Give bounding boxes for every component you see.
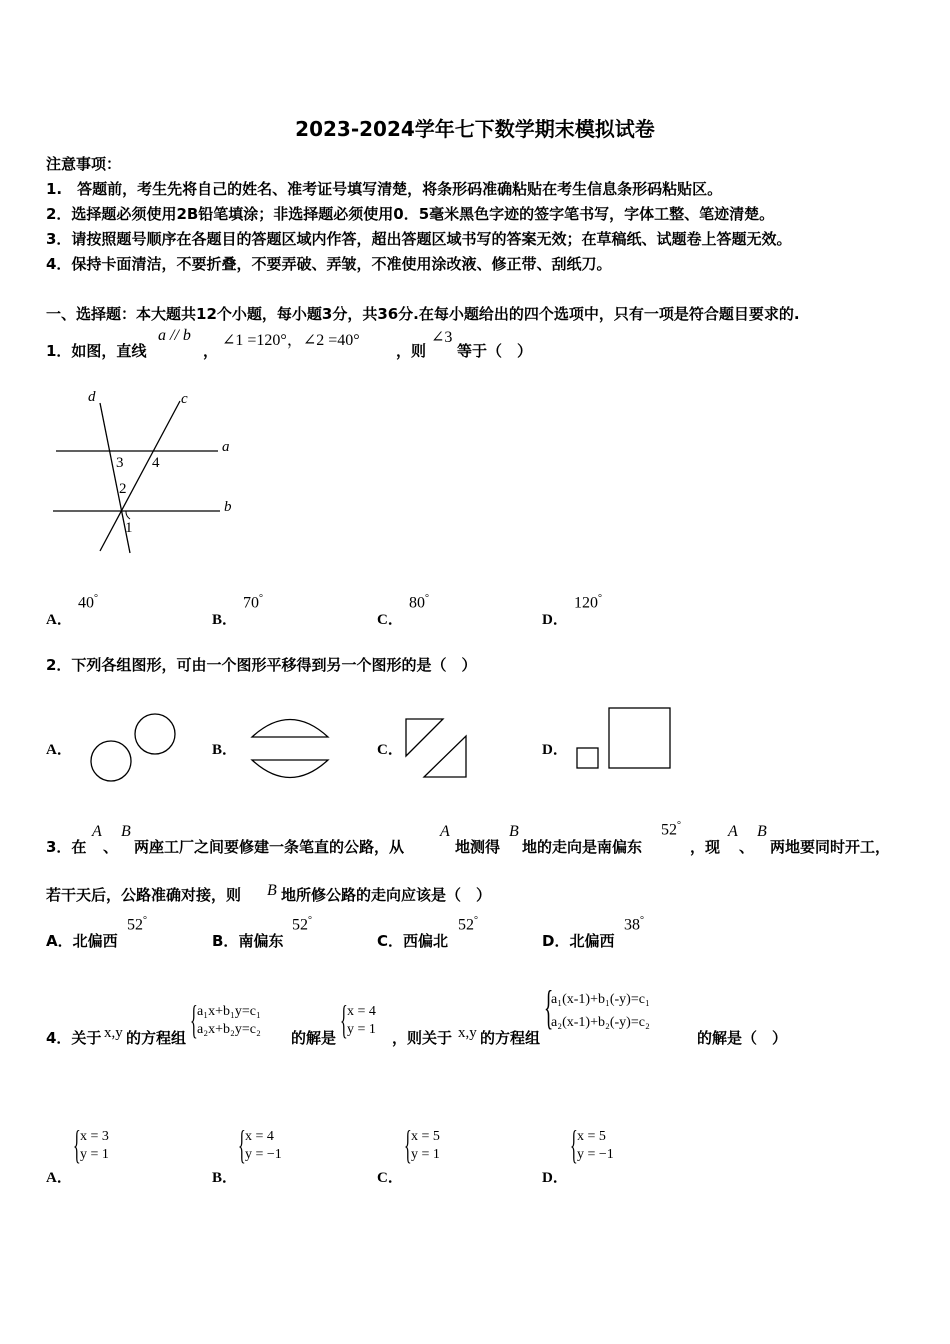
- label-4: 4: [152, 455, 160, 471]
- q4-sys1-eq1: a₁x+b₁y=c₁: [197, 1004, 261, 1019]
- q3-dun-1: 、: [103, 838, 119, 856]
- q3-point-a-3: A: [728, 823, 738, 840]
- q3-option-a: A．北偏西: [46, 932, 118, 950]
- q4-solution: [347, 1003, 376, 1039]
- q4-option-a-brace: {: [73, 1122, 81, 1167]
- q1-option-c-value: 80°: [409, 593, 429, 612]
- triangle-left: [406, 719, 443, 756]
- q4-sys1-eq2: a₂x+b₂y=c₂: [197, 1022, 261, 1037]
- circle-small-right: [135, 714, 175, 754]
- notice-item-1: 1. 答题前，考生先将自己的姓名、准考证号填写清楚，将条形码准确粘贴在考生信息条形码粘贴区。: [46, 180, 723, 198]
- q4-option-a-system: [80, 1128, 109, 1164]
- q4-p3: 的解是: [291, 1029, 337, 1047]
- label-d: d: [88, 389, 96, 405]
- q4-option-c-x: x = 5: [411, 1129, 440, 1144]
- q4-p1: 4．关于: [46, 1029, 102, 1047]
- q3-line1-b: 两座工厂之间要修建一条笔直的公路，从: [134, 838, 405, 856]
- segment-bottom: [252, 760, 328, 778]
- q4-option-c-y: y = 1: [411, 1147, 440, 1162]
- q1-option-b-letter: B．: [212, 612, 238, 628]
- q1-angles-math: ∠1 =120°，∠2 =40°: [222, 332, 360, 349]
- square-large: [609, 708, 670, 768]
- q4-option-b-y: y = −1: [245, 1147, 282, 1162]
- q4-sys2-eq1: a₁(x-1)+b₁(-y)=c₁: [551, 992, 650, 1007]
- q3-point-a: A: [92, 823, 102, 840]
- q4-option-d-brace: {: [570, 1122, 578, 1167]
- label-1: 1: [125, 520, 133, 536]
- q1-angle3-math: ∠3: [431, 329, 453, 346]
- q4-sol-brace: {: [340, 997, 348, 1042]
- q4-option-d-system: [577, 1128, 614, 1164]
- q3-point-b-2: B: [509, 823, 519, 840]
- q2-text: 2．下列各组图形，可由一个图形平移得到另一个图形的是（ ）: [46, 656, 477, 674]
- q3-point-b: B: [121, 823, 131, 840]
- q4-sys2: [551, 988, 650, 1034]
- q1-option-c-letter: C．: [377, 612, 403, 628]
- q1-mid: ，则: [396, 342, 427, 360]
- q3-option-b: B．南偏东: [212, 932, 284, 950]
- label-2: 2: [119, 481, 127, 497]
- q3-line1-a: 3．在: [46, 838, 87, 856]
- q4-option-a-letter: A．: [46, 1170, 72, 1186]
- q2-option-c-triangles-figure: [404, 716, 474, 784]
- triangle-right: [424, 736, 466, 777]
- q4-xy-2: x,y: [458, 1025, 477, 1041]
- q4-option-b-letter: B．: [212, 1170, 238, 1186]
- q1-parallel-math: a // b: [158, 327, 191, 344]
- q4-option-d-x: x = 5: [577, 1129, 606, 1144]
- q3-line1-c: 地测得: [455, 838, 501, 856]
- q4-option-c-letter: C．: [377, 1170, 403, 1186]
- q3-option-b-value: 52°: [292, 915, 312, 934]
- q4-option-d-letter: D．: [542, 1170, 568, 1186]
- q4-sol-y: y = 1: [347, 1022, 376, 1037]
- label-3: 3: [116, 455, 124, 471]
- q3-line1-f: 两地要同时开工，: [770, 838, 891, 856]
- square-small: [577, 748, 598, 768]
- label-c: c: [181, 391, 188, 407]
- q3-line2-a: 若干天后，公路准确对接，则: [46, 886, 242, 904]
- q4-p2: 的方程组: [126, 1029, 187, 1047]
- q1-option-d-letter: D．: [542, 612, 568, 628]
- q2-option-a-circles-figure: [88, 712, 183, 784]
- q3-option-c: C．西偏北: [377, 932, 449, 950]
- q4-sys1: [197, 1003, 261, 1039]
- q4-p4: ，则关于: [392, 1029, 453, 1047]
- page-title: 2023-2024学年七下数学期末模拟试卷: [295, 117, 655, 141]
- q4-p5: 的方程组: [480, 1029, 541, 1047]
- circle-small-left: [91, 741, 131, 781]
- q1-sep: ，: [203, 342, 219, 360]
- q1-suffix: 等于（ ）: [457, 342, 533, 360]
- section-heading: 一、选择题：本大题共12个小题，每小题3分，共36分.在每小题给出的四个选项中，只有一项是符合题目要求的.: [46, 305, 800, 323]
- notice-item-3: 3．请按照题号顺序在各题目的答题区域内作答，超出答题区域书写的答案无效；在草稿纸、试题卷上答题无效。: [46, 230, 792, 248]
- notice-heading: 注意事项：: [46, 155, 122, 173]
- q1-option-a-value: 40°: [78, 593, 98, 612]
- q3-point-a-2: A: [440, 823, 450, 840]
- q3-option-c-value: 52°: [458, 915, 478, 934]
- notice-item-4: 4．保持卡面清洁，不要折叠，不要弄破、弄皱，不准使用涂改液、修正带、刮纸刀。: [46, 255, 612, 273]
- q1-parallel-lines-figure: [48, 385, 248, 560]
- q4-option-b-system: [245, 1128, 282, 1164]
- q4-option-a-y: y = 1: [80, 1147, 109, 1162]
- q3-line1-d: 地的走向是南偏东: [522, 838, 643, 856]
- q2-option-b-segments-figure: [248, 710, 338, 782]
- q2-option-d-squares-figure: [574, 706, 674, 772]
- q4-option-b-x: x = 4: [245, 1129, 274, 1144]
- q3-option-d: D．北偏西: [542, 932, 615, 950]
- q4-option-b-brace: {: [238, 1122, 246, 1167]
- label-b: b: [224, 499, 232, 515]
- q4-option-c-system: [411, 1128, 440, 1164]
- q2-option-b-letter: B．: [212, 742, 238, 758]
- q4-option-a-x: x = 3: [80, 1129, 109, 1144]
- q2-option-a-letter: A．: [46, 742, 72, 758]
- q3-option-d-value: 38°: [624, 915, 644, 934]
- line-c: [100, 401, 180, 551]
- q3-point-b-4: B: [267, 882, 277, 899]
- q1-prefix: 1．如图，直线: [46, 342, 147, 360]
- q2-option-d-letter: D．: [542, 742, 568, 758]
- q2-option-c-letter: C．: [377, 742, 403, 758]
- label-a: a: [222, 439, 230, 455]
- q4-option-d-y: y = −1: [577, 1147, 614, 1162]
- q4-sol-x: x = 4: [347, 1004, 376, 1019]
- q3-point-b-3: B: [757, 823, 767, 840]
- q4-p6: 的解是（ ）: [697, 1029, 788, 1047]
- notice-item-2: 2．选择题必须使用2B铅笔填涂；非选择题必须使用0．5毫米黑色字迹的签字笔书写，字体工整、笔迹清楚。: [46, 205, 775, 223]
- angle1-arc: [126, 511, 130, 519]
- q4-sys1-brace: {: [190, 997, 198, 1042]
- q3-dun-2: 、: [739, 838, 755, 856]
- q4-sys2-brace: {: [544, 981, 554, 1034]
- q1-option-d-value: 120°: [574, 593, 602, 612]
- q4-sys2-eq2: a₂(x-1)+b₂(-y)=c₂: [551, 1015, 650, 1030]
- q3-option-a-value: 52°: [127, 915, 147, 934]
- q1-option-a-letter: A．: [46, 612, 72, 628]
- q1-option-b-value: 70°: [243, 593, 263, 612]
- q3-angle: 52°: [661, 820, 681, 839]
- segment-top: [252, 720, 328, 738]
- q3-line2-b: 地所修公路的走向应该是（ ）: [281, 886, 492, 904]
- q3-line1-e: ，现: [690, 838, 721, 856]
- q4-option-c-brace: {: [404, 1122, 412, 1167]
- q4-xy-1: x,y: [104, 1025, 123, 1041]
